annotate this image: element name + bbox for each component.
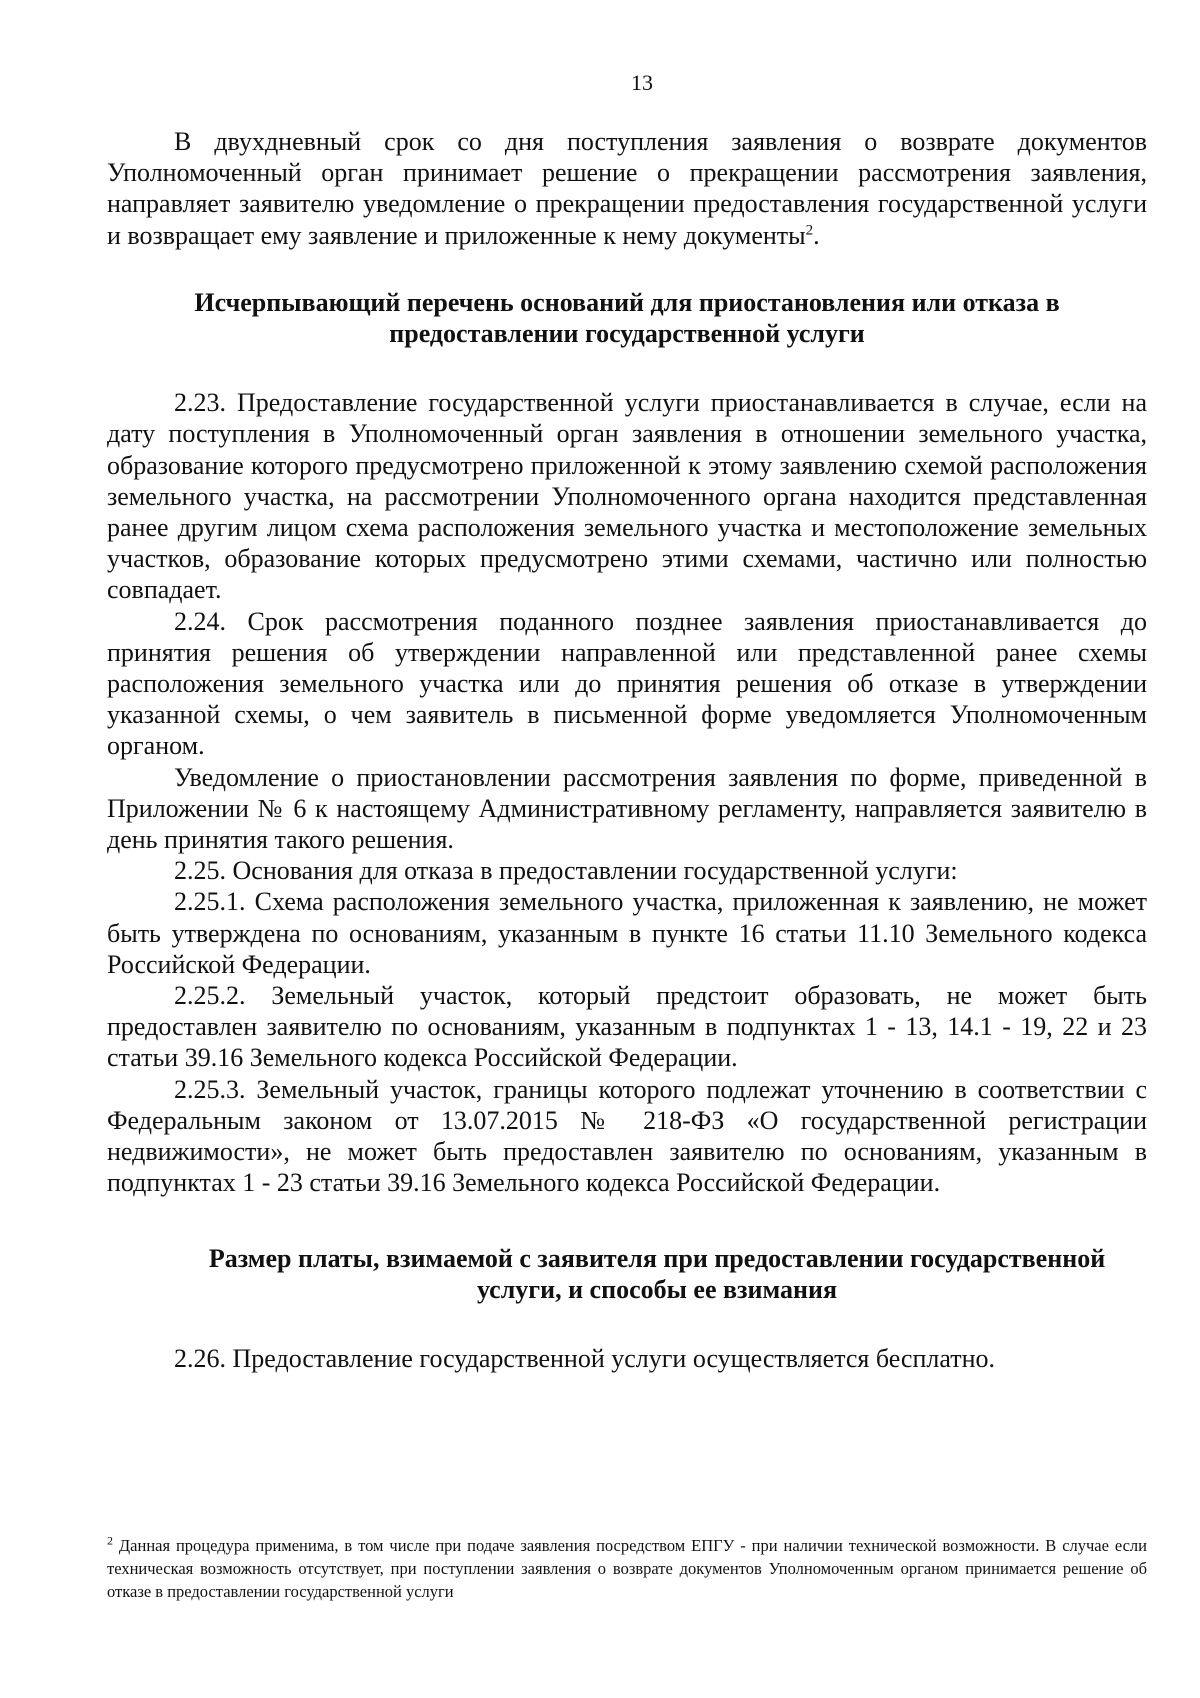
footnote-text: Данная процедура применима, в том числе при подаче заявления посредством ЕПГУ - при наличии технической возможности. В случае если техническая возможность отсутствует, при поступлении заявления о возврате документов Уполномоченным органом принимается решение об отказе в предоставлении государственной услуги	[107, 1536, 1147, 1601]
paragraph-2-26: 2.26. Предоставление государственной услуги осуществляется бесплатно.	[174, 1343, 996, 1373]
paragraph-2-24: 2.24. Срок рассмотрения поданного позднее заявления приостанавливается до принятия решения об утверждении направленной или представленной ранее схемы расположения земельного участка или до принятия решения об отказе в утверждении указанной схемы, о чем заявитель в письменной форме уведомляется Уполномоченным органом.	[107, 606, 1147, 761]
section-heading-fee: Размер платы, взимаемой с заявителя при предоставлении государственной услуги, и способы ее взимания	[208, 1243, 1106, 1304]
paragraph-2-25-3: 2.25.3. Земельный участок, границы которого подлежат уточнению в соответствии с Федеральным законом от 13.07.2015 № 218-ФЗ «О государственной регистрации недвижимости», не может быть предоставлен заявителю по основаниям, указанным в подпунктах 1 - 23 статьи 39.16 Земельного кодекса Российской Федерации.	[107, 1074, 1147, 1198]
intro-paragraph-end: .	[813, 220, 820, 250]
page-number: 13	[631, 70, 653, 95]
footnote-marker: 2	[107, 1533, 113, 1548]
paragraph-notification: Уведомление о приостановлении рассмотрения заявления по форме, приведенной в Приложении № 6 к настоящему Административному регламенту, направляется заявителю в день принятия такого решения.	[107, 762, 1147, 855]
footnote	[107, 1534, 1147, 1603]
intro-paragraph	[107, 126, 1147, 251]
section-heading-grounds: Исчерпывающий перечень оснований для приостановления или отказа в предоставлении государственной услуги	[194, 287, 1060, 349]
paragraph-2-23: 2.23. Предоставление государственной услуги приостанавливается в случае, если на дату поступления в Уполномоченный орган заявления в отношении земельного участка, образование которого предусмотрено приложенной к этому заявлению схемой расположения земельного участка, на рассмотрении Уполномоченного органа находится представленная ранее другим лицом схема расположения земельного участка и местоположение земельных участков, образование которых предусмотрено этими схемами, частично или полностью совпадает.	[107, 388, 1147, 605]
footnote-reference[interactable]: 2	[805, 221, 814, 238]
paragraph-2-25-2: 2.25.2. Земельный участок, который предстоит образовать, не может быть предоставлен заявителю по основаниям, указанным в подпунктах 1 - 13, 14.1 - 19, 22 и 23 статьи 39.16 Земельного кодекса Российской Федерации.	[107, 981, 1147, 1073]
document-page	[107, 70, 1147, 1374]
paragraph-2-25-1: 2.25.1. Схема расположения земельного участка, приложенная к заявлению, не может быть утверждена по основаниям, указанным в пункте 16 статьи 11.10 Земельного кодекса Российской Федерации.	[107, 887, 1147, 979]
intro-paragraph-text: В двухдневный срок со дня поступления заявления о возврате документов Уполномоченный орган принимает решение о прекращении рассмотрения заявления, направляет заявителю уведомление о прекращении предоставления государственной услуги и возвращает ему заявление и приложенные к нему документы	[107, 127, 1147, 250]
paragraph-2-25: 2.25. Основания для отказа в предоставлении государственной услуги:	[174, 856, 958, 886]
